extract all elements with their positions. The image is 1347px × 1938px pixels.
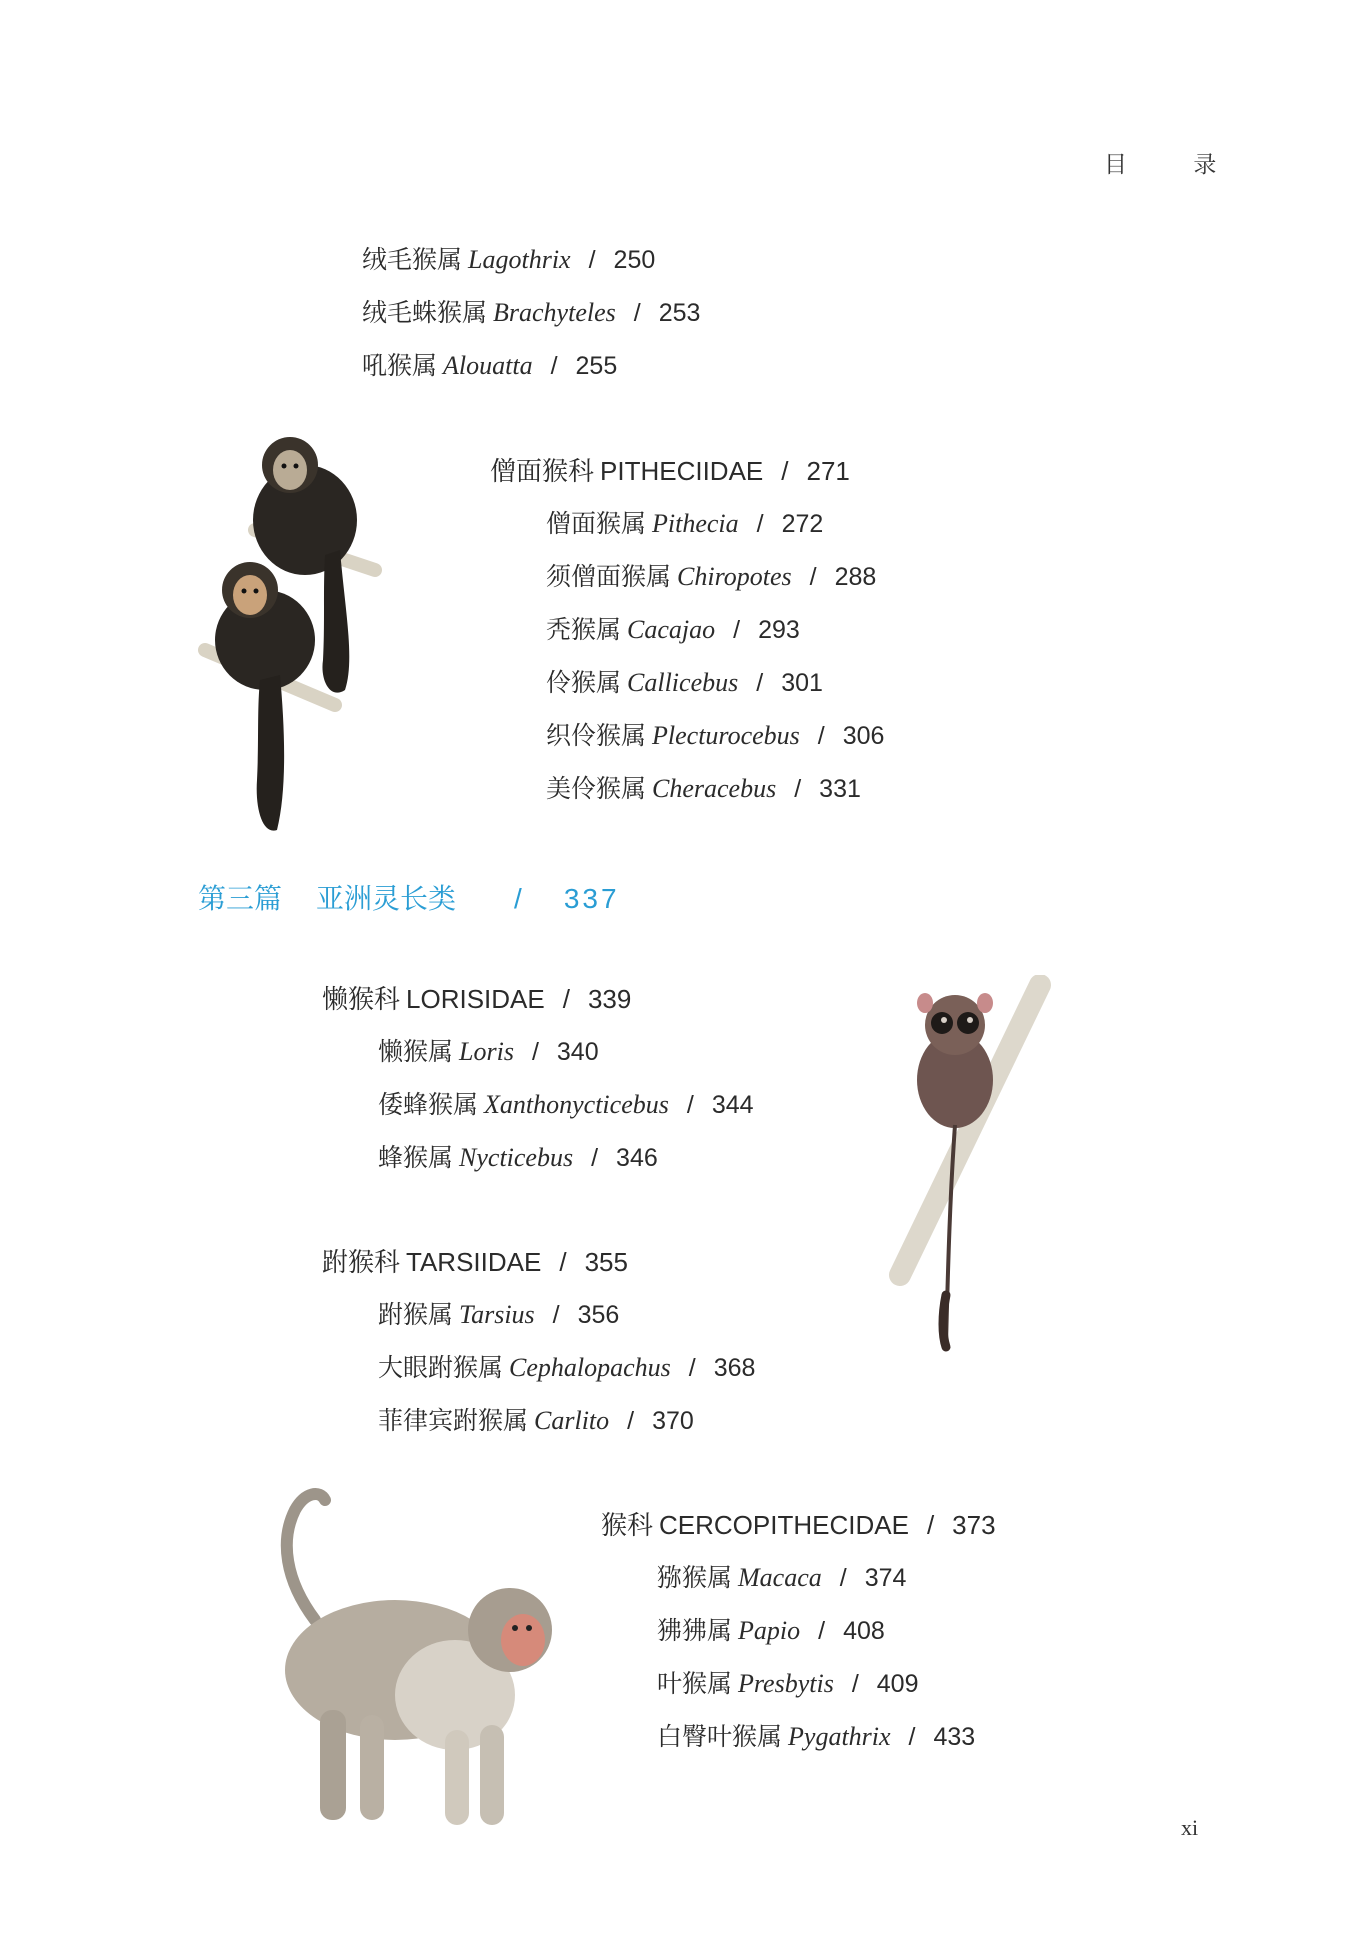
page-number: 368 (713, 1354, 756, 1382)
genus-latin: Callicebus (627, 668, 739, 697)
page-number: 433 (933, 1723, 976, 1751)
toc-entry-brachyteles[interactable] (362, 297, 700, 329)
macaque-illustration (265, 1480, 565, 1840)
separator: / (591, 1144, 599, 1172)
separator: / (688, 1354, 696, 1382)
separator: / (550, 352, 558, 380)
separator: / (809, 563, 817, 591)
toc-entry-pygathrix[interactable] (657, 1721, 975, 1753)
toc-entry-chiropotes[interactable] (546, 561, 876, 593)
genus-cn: 绒毛猴属 (362, 246, 463, 274)
toc-entry-lagothrix[interactable] (362, 244, 655, 276)
genus-cn: 僧面猴属 (546, 510, 647, 538)
genus-cn: 绒毛蛛猴属 (362, 299, 488, 327)
tarsier-illustration (880, 975, 1060, 1355)
page-number: 255 (575, 352, 618, 380)
genus-latin: Carlito (534, 1406, 610, 1435)
page-number: 293 (758, 616, 800, 644)
separator: / (733, 616, 741, 644)
section-page-number: 337 (563, 883, 620, 914)
section-separator: / (514, 883, 522, 914)
family-latin: TARSIIDAE (406, 1247, 542, 1277)
separator: / (627, 1407, 635, 1435)
separator: / (908, 1723, 916, 1751)
toc-entry-nycticebus[interactable] (378, 1142, 658, 1174)
separator: / (756, 510, 764, 538)
separator: / (926, 1510, 935, 1540)
toc-entry-cephalopachus[interactable] (378, 1352, 755, 1384)
page-number: 409 (876, 1670, 919, 1698)
page-number: 306 (842, 722, 885, 750)
family-cn: 懒猴科 (322, 984, 401, 1014)
toc-entry-cacajao[interactable] (546, 614, 800, 646)
genus-latin: Cacajao (627, 615, 716, 644)
toc-entry-macaca[interactable] (657, 1562, 906, 1594)
page-number: 356 (577, 1301, 620, 1329)
genus-cn: 秃猴属 (546, 616, 622, 644)
separator: / (531, 1038, 539, 1066)
toc-family-lorisidae[interactable] (322, 983, 631, 1015)
genus-latin: Tarsius (459, 1300, 535, 1329)
page-number: 331 (819, 775, 861, 803)
genus-cn: 叶猴属 (657, 1670, 733, 1698)
page-number: 253 (658, 299, 701, 327)
genus-latin: Loris (459, 1037, 514, 1066)
page-number: 355 (584, 1247, 628, 1277)
genus-latin: Alouatta (443, 351, 533, 380)
page-number: 250 (613, 246, 656, 274)
separator: / (756, 669, 764, 697)
genus-cn: 须僧面猴属 (546, 563, 672, 591)
page-number: 373 (952, 1510, 996, 1540)
toc-family-tarsiidae[interactable] (322, 1246, 628, 1278)
genus-cn: 倭蜂猴属 (378, 1091, 479, 1119)
section-name: 亚洲灵长类 (316, 883, 457, 914)
section-heading[interactable] (198, 877, 620, 917)
toc-entry-callicebus[interactable] (546, 667, 823, 699)
genus-latin: Nycticebus (459, 1143, 574, 1172)
genus-latin: Presbytis (738, 1669, 834, 1698)
toc-entry-presbytis[interactable] (657, 1668, 919, 1700)
section-label: 第三篇 (198, 883, 283, 914)
genus-latin: Plecturocebus (652, 721, 800, 750)
toc-entry-plecturocebus[interactable] (546, 720, 884, 752)
toc-entry-cheracebus[interactable] (546, 773, 861, 805)
separator: / (794, 775, 802, 803)
page-number: 374 (864, 1564, 907, 1592)
page-number: 272 (781, 510, 824, 538)
page-number: 370 (652, 1407, 694, 1435)
genus-latin: Pithecia (652, 509, 739, 538)
genus-cn: 伶猴属 (546, 669, 622, 697)
genus-latin: Chiropotes (677, 562, 792, 591)
family-latin: PITHECIIDAE (600, 456, 764, 486)
genus-latin: Cephalopachus (509, 1353, 671, 1382)
genus-cn: 吼猴属 (362, 352, 438, 380)
genus-cn: 白臀叶猴属 (657, 1723, 783, 1751)
genus-cn: 猕猴属 (657, 1564, 733, 1592)
toc-family-cercopithecidae[interactable] (601, 1509, 996, 1541)
page-number: 346 (616, 1144, 658, 1172)
genus-cn: 狒狒属 (657, 1617, 733, 1645)
page-number: 340 (556, 1038, 599, 1066)
separator: / (851, 1670, 859, 1698)
page-number: 344 (711, 1091, 754, 1119)
running-header: 目 录 (1104, 151, 1247, 177)
page-number: 288 (834, 563, 877, 591)
genus-latin: Macaca (738, 1563, 822, 1592)
toc-entry-tarsius[interactable] (378, 1299, 619, 1331)
toc-entry-carlito[interactable] (378, 1405, 694, 1437)
toc-entry-loris[interactable] (378, 1036, 599, 1068)
family-cn: 僧面猴科 (490, 456, 595, 486)
page-number: 408 (843, 1617, 885, 1645)
separator: / (588, 246, 596, 274)
separator: / (686, 1091, 694, 1119)
toc-entry-alouatta[interactable] (362, 350, 617, 382)
separator: / (817, 722, 825, 750)
saki-monkeys-illustration (195, 430, 395, 840)
genus-cn: 美伶猴属 (546, 775, 647, 803)
toc-entry-pithecia[interactable] (546, 508, 823, 540)
separator: / (552, 1301, 560, 1329)
separator: / (559, 1247, 567, 1277)
genus-latin: Papio (738, 1616, 801, 1645)
toc-entry-xanthonycticebus[interactable] (378, 1089, 754, 1121)
family-latin: LORISIDAE (406, 984, 545, 1014)
toc-entry-papio[interactable] (657, 1615, 885, 1647)
family-cn: 跗猴科 (322, 1247, 401, 1277)
separator: / (781, 456, 789, 486)
separator: / (633, 299, 641, 327)
separator: / (562, 984, 570, 1014)
separator: / (839, 1564, 847, 1592)
genus-cn: 菲律宾跗猴属 (378, 1407, 529, 1435)
genus-cn: 大眼跗猴属 (378, 1354, 504, 1382)
genus-cn: 织伶猴属 (546, 722, 647, 750)
page-number-footer: xi (1181, 1815, 1199, 1840)
toc-family-pitheciidae[interactable] (490, 455, 850, 487)
genus-cn: 懒猴属 (378, 1038, 454, 1066)
separator: / (818, 1617, 826, 1645)
genus-latin: Cheracebus (652, 774, 777, 803)
genus-latin: Xanthonycticebus (484, 1090, 669, 1119)
page-number: 339 (587, 984, 632, 1014)
genus-cn: 蜂猴属 (378, 1144, 454, 1172)
genus-latin: Pygathrix (788, 1722, 891, 1751)
family-cn: 猴科 (601, 1510, 654, 1540)
page-number: 271 (806, 456, 850, 486)
genus-cn: 跗猴属 (378, 1301, 454, 1329)
genus-latin: Lagothrix (468, 245, 571, 274)
page-number: 301 (781, 669, 823, 697)
family-latin: CERCOPITHECIDAE (659, 1510, 909, 1540)
genus-latin: Brachyteles (493, 298, 616, 327)
